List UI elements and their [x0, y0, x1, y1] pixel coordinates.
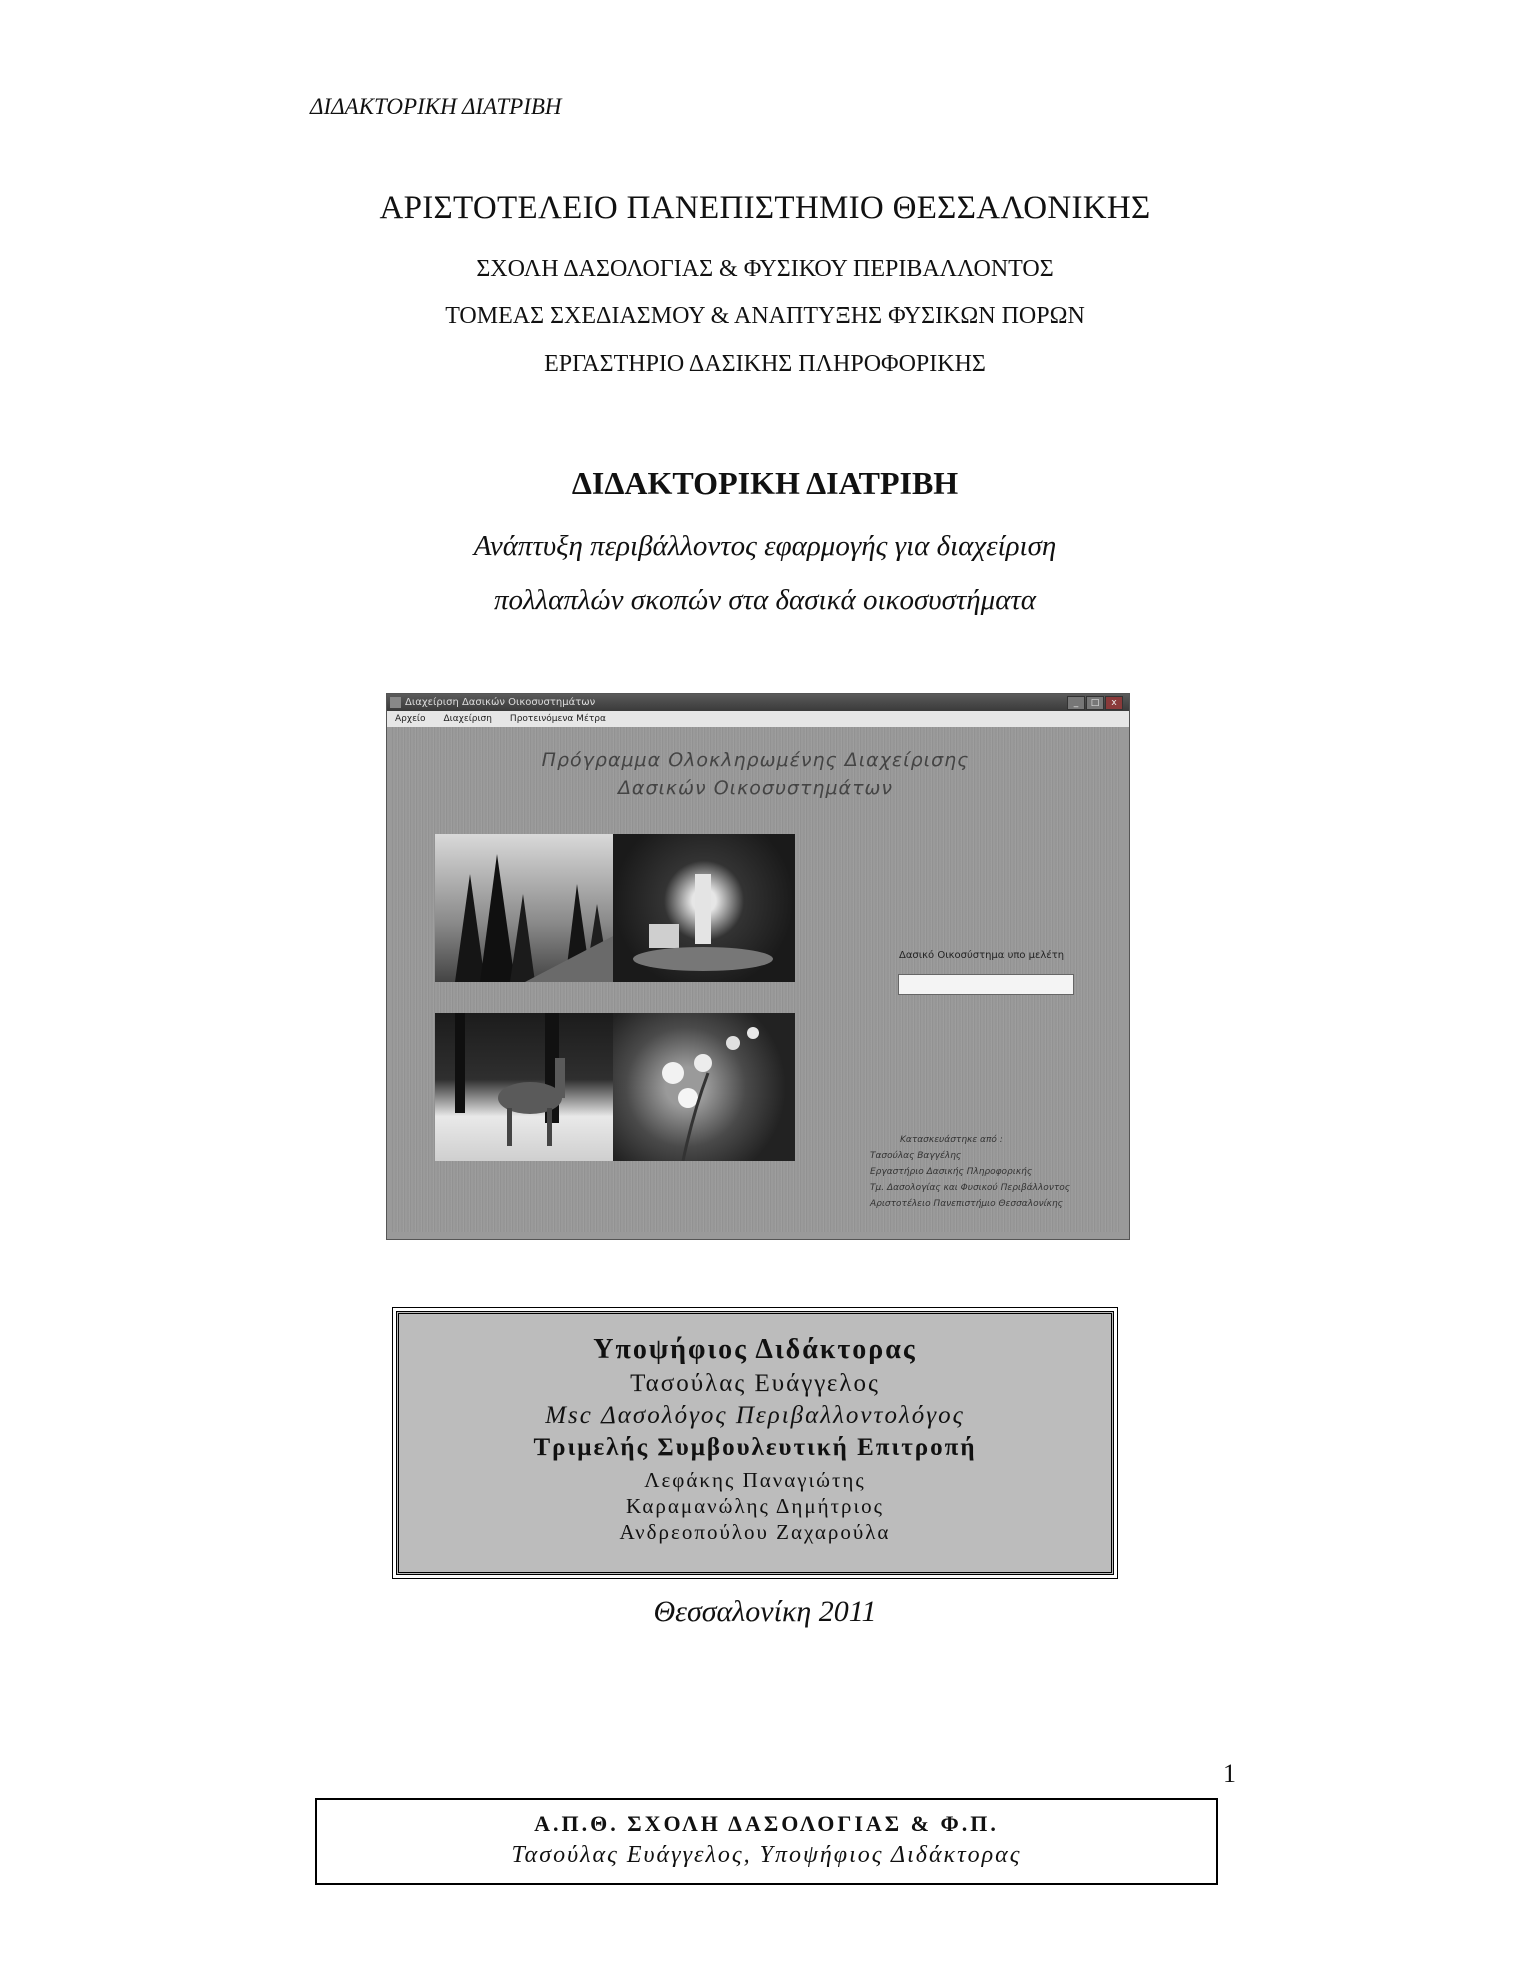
candidate-degree: Msc Δασολόγος Περιβαλλοντολόγος: [545, 1402, 965, 1429]
waterfall-photo-graphic: [613, 834, 795, 982]
forest-photo-graphic: [435, 834, 617, 982]
forest-photo[interactable]: [435, 834, 617, 982]
deer-photo[interactable]: [435, 1013, 617, 1161]
app-heading-line-2: Δασικών Οικοσυστημάτων: [617, 777, 894, 799]
candidate-role: Υποψήφιος Διδάκτορας: [593, 1334, 917, 1365]
waterfall-photo[interactable]: [613, 834, 795, 982]
minimize-button[interactable]: _: [1067, 696, 1085, 710]
app-titlebar: [387, 694, 1129, 711]
credits-line: Τασούλας Βαγγέλης: [870, 1151, 962, 1161]
app-window-icon: [390, 697, 401, 708]
credits-line: Τμ. Δασολογίας και Φυσικού Περιβάλλοντος: [870, 1183, 1071, 1193]
app-heading-line-1: Πρόγραμμα Ολοκληρωμένης Διαχείρισης: [541, 749, 970, 771]
deer-photo-graphic: [435, 1013, 617, 1161]
thesis-type-title: ΔΙΔΑΚΤΟΡΙΚΗ ΔΙΑΤΡΙΒΗ: [571, 465, 959, 501]
close-button[interactable]: x: [1105, 696, 1123, 710]
footer-box: [315, 1798, 1218, 1885]
committee-member: Ανδρεοπούλου Ζαχαρούλα: [619, 1520, 891, 1544]
committee-member: Λεφάκης Παναγιώτης: [644, 1468, 866, 1492]
page-number: 1: [1223, 1759, 1236, 1788]
sector-name: ΤΟΜΕΑΣ ΣΧΕΔΙΑΣΜΟΥ & ΑΝΑΠΤΥΞΗΣ ΦΥΣΙΚΩΝ ΠΟΡΩΝ: [445, 303, 1085, 329]
thesis-subtitle-line-1: Ανάπτυξη περιβάλλοντος εφαρμογής για διαχείριση: [473, 530, 1057, 562]
credits-line: Αριστοτέλειο Πανεπιστήμιο Θεσσαλονίκης: [870, 1199, 1063, 1209]
candidate-info-box: [396, 1311, 1114, 1575]
app-screenshot-figure: [386, 693, 1130, 1240]
menu-management[interactable]: Διαχείριση: [443, 714, 492, 724]
menu-file[interactable]: Αρχείο: [395, 714, 426, 724]
app-menubar: [387, 711, 1129, 727]
committee-title: Τριμελής Συμβουλευτική Επιτροπή: [533, 1434, 977, 1461]
flowers-photo-graphic: [613, 1013, 795, 1161]
flowers-photo[interactable]: [613, 1013, 795, 1161]
lab-name: ΕΡΓΑΣΤΗΡΙΟ ΔΑΣΙΚΗΣ ΠΛΗΡΟΦΟΡΙΚΗΣ: [544, 351, 986, 377]
credits-line: Εργαστήριο Δασικής Πληροφορικής: [870, 1167, 1033, 1177]
committee-member: Καραμανώλης Δημήτριος: [626, 1494, 884, 1518]
menu-proposed-measures[interactable]: Προτεινόμενα Μέτρα: [509, 714, 606, 724]
footer-institution: Α.Π.Θ. ΣΧΟΛΗ ΔΑΣΟΛΟΓΙΑΣ & Φ.Π.: [534, 1811, 999, 1836]
thesis-subtitle-line-2: πολλαπλών σκοπών στα δασικά οικοσυστήματα: [493, 584, 1037, 616]
app-window-title: Διαχείριση Δασικών Οικοσυστημάτων: [405, 697, 596, 708]
school-name: ΣΧΟΛΗ ΔΑΣΟΛΟΓΙΑΣ & ΦΥΣΙΚΟΥ ΠΕΡΙΒΑΛΛΟΝΤΟΣ: [476, 256, 1054, 282]
university-name: ΑΡΙΣΤΟΤΕΛΕΙΟ ΠΑΝΕΠΙΣΤΗΜΙΟ ΘΕΣΣΑΛΟΝΙΚΗΣ: [379, 190, 1151, 226]
maximize-button[interactable]: □: [1086, 696, 1104, 710]
footer-author: Τασούλας Ευάγγελος, Υποψήφιος Διδάκτορας: [511, 1842, 1022, 1868]
ecosystem-label: Δασικό Οικοσύστημα υπο μελέτη: [899, 950, 1065, 961]
place-year: Θεσσαλονίκη 2011: [653, 1595, 877, 1628]
app-client-area: [392, 727, 1119, 1232]
ecosystem-input[interactable]: [898, 974, 1074, 995]
running-header: ΔΙΔΑΚΤΟΡΙΚΗ ΔΙΑΤΡΙΒΗ: [310, 94, 562, 119]
credits-line: Κατασκευάστηκε από :: [900, 1135, 1003, 1145]
candidate-name: Τασούλας Ευάγγελος: [630, 1370, 880, 1397]
